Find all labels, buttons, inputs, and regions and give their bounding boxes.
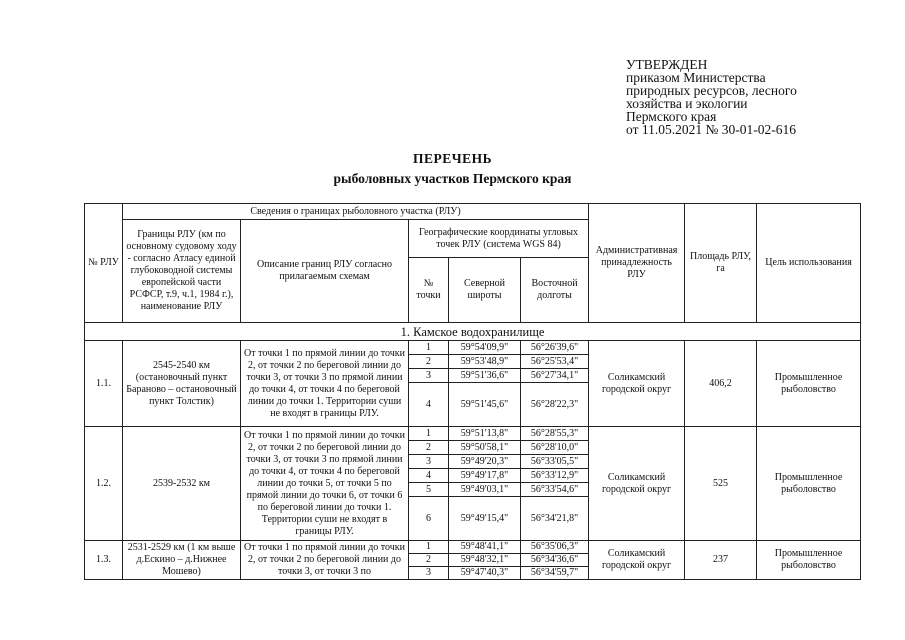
row-num: 1.2. [85,427,123,541]
point-east: 56°27'34,1" [521,369,589,383]
approval-line: УТВЕРЖДЕН [626,57,708,72]
point-north: 59°49'15,4" [449,497,521,541]
point-east: 56°33'05,5" [521,455,589,469]
row-description: От точки 1 по прямой линии до точки 2, от точки 2 по береговой линии до точки 3, от точки 3 по прямой линии до точки 4, от точки 4 по береговой линии до точки 5, от точки 5 по прямой линии до точки 6, от точки 6 по береговой линии до точки 1. Территории суши не входят в границы РЛУ. [241,427,409,541]
header-coords: Географические координаты угловых точек РЛУ (система WGS 84) [409,220,589,258]
header-info: Сведения о границах рыболовного участка (РЛУ) [123,204,589,220]
point-east: 56°25'53,4" [521,355,589,369]
row-boundary: 2539-2532 км [123,427,241,541]
row-admin: Соликамский городской округ [589,541,685,580]
point-north: 59°48'41,1" [449,541,521,554]
point-number: 2 [409,554,449,567]
row-area: 525 [685,427,757,541]
point-number: 5 [409,483,449,497]
row-area: 406,2 [685,341,757,427]
row-admin: Соликамский городской округ [589,427,685,541]
point-number: 4 [409,469,449,483]
header-admin: Административная принадлежность РЛУ [589,204,685,323]
approval-stamp [626,58,797,136]
header-area: Площадь РЛУ, га [685,204,757,323]
approval-line: от 11.05.2021 № 30-01-02-616 [626,122,796,137]
row-admin: Соликамский городской округ [589,341,685,427]
point-number: 1 [409,341,449,355]
point-north: 59°53'48,9" [449,355,521,369]
point-number: 2 [409,441,449,455]
point-north: 59°48'32,1" [449,554,521,567]
row-purpose: Промышленное рыболовство [757,341,861,427]
point-east: 56°34'36,6" [521,554,589,567]
row-purpose: Промышленное рыболовство [757,541,861,580]
approval-line: природных ресурсов, лесного [626,83,797,98]
point-north: 59°51'36,6" [449,369,521,383]
header-east: Восточной долготы [521,258,589,323]
point-number: 1 [409,427,449,441]
header-north: Северной широты [449,258,521,323]
header-point: № точки [409,258,449,323]
header-boundaries: Границы РЛУ (км по основному судовому ходу - согласно Атласу единой глубоководной системы европейской части РСФСР, т.9, ч.1, 1984 г.), наименование РЛУ [123,220,241,323]
row-boundary: 2531-2529 км (1 км выше д.Ескино – д.Нижнее Мошево) [123,541,241,580]
point-east: 56°35'06,3" [521,541,589,554]
point-number: 3 [409,455,449,469]
point-number: 3 [409,567,449,580]
point-east: 56°34'21,8" [521,497,589,541]
point-north: 59°51'45,6" [449,383,521,427]
point-north: 59°51'13,8" [449,427,521,441]
point-east: 56°34'59,7" [521,567,589,580]
row-description: От точки 1 по прямой линии до точки 2, от точки 2 по береговой линии до точки 3, от точки 3 по прямой линии до точки 4, от точки 4 по береговой линии до точки 1. Территории суши не входят в границы РЛУ. [241,341,409,427]
point-number: 4 [409,383,449,427]
point-north: 59°49'20,3" [449,455,521,469]
header-description: Описание границ РЛУ согласно прилагаемым схемам [241,220,409,323]
document-title: ПЕРЕЧЕНЬ [412,151,493,166]
document-subtitle: рыболовных участков Пермского края [333,171,572,186]
row-purpose: Промышленное рыболовство [757,427,861,541]
point-number: 3 [409,369,449,383]
row-area: 237 [685,541,757,580]
point-number: 1 [409,541,449,554]
point-east: 56°28'22,3" [521,383,589,427]
point-east: 56°33'12,9" [521,469,589,483]
point-number: 2 [409,355,449,369]
approval-line: приказом Министерства [626,70,766,85]
fishing-areas-table [84,203,861,580]
approval-line: Пермского края [626,109,717,124]
point-north: 59°50'58,1" [449,441,521,455]
row-num: 1.3. [85,541,123,580]
header-purpose: Цель использования [757,204,861,323]
point-north: 59°49'03,1" [449,483,521,497]
header-num: № РЛУ [85,204,123,323]
point-east: 56°26'39,6" [521,341,589,355]
point-east: 56°33'54,6" [521,483,589,497]
row-num: 1.1. [85,341,123,427]
point-north: 59°54'09,9" [449,341,521,355]
point-north: 59°49'17,8" [449,469,521,483]
section-heading: 1. Камское водохранилище [85,323,861,341]
point-north: 59°47'40,3" [449,567,521,580]
point-east: 56°28'55,3" [521,427,589,441]
row-description: От точки 1 по прямой линии до точки 2, от точки 2 по береговой линии до точки 3, от точки 3 по [241,541,409,580]
row-boundary: 2545-2540 км (остановочный пункт Бараново – остановочный пункт Толстик) [123,341,241,427]
point-number: 6 [409,497,449,541]
approval-line: хозяйства и экологии [626,96,748,111]
point-east: 56°28'10,0" [521,441,589,455]
